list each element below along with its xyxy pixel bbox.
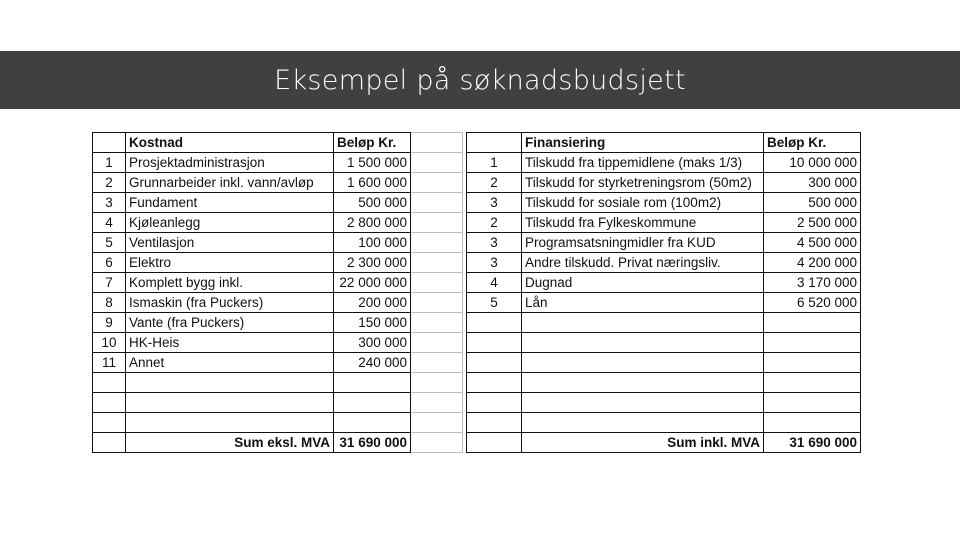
empty-cell [764,313,861,333]
empty-cell [522,373,764,393]
empty-cell [467,333,522,353]
cost-row-amount: 2 800 000 [334,213,411,233]
table-row [93,193,463,213]
cost-row-label: Elektro [126,253,334,273]
financing-row-amount: 300 000 [764,173,861,193]
empty-cell [522,353,764,373]
financing-row-nr: 2 [467,173,522,193]
table-row [93,173,463,193]
financing-row-label: Tilskudd for styrketreningsrom (50m2) [522,173,764,193]
empty-cell [334,413,411,433]
cost-row-nr: 4 [93,213,126,233]
cost-row-label: Kjøleanlegg [126,213,334,233]
gap-cell [411,413,463,433]
table-row [93,293,463,313]
table-row [93,313,463,333]
cost-row-label: Fundament [126,193,334,213]
cost-sum-value: 31 690 000 [334,433,411,453]
financing-sum-label: Sum inkl. MVA [522,433,764,453]
cost-table [92,132,463,453]
financing-row-label: Programsatsningmidler fra KUD [522,233,764,253]
financing-row-nr: 4 [467,273,522,293]
empty-cell [93,413,126,433]
cost-row-nr: 7 [93,273,126,293]
cost-row-amount: 22 000 000 [334,273,411,293]
empty-cell [93,373,126,393]
financing-row-amount: 3 170 000 [764,273,861,293]
cost-row-amount: 200 000 [334,293,411,313]
table-row [467,213,861,233]
cost-row-label: HK-Heis [126,333,334,353]
financing-row-nr: 1 [467,153,522,173]
gap-cell [411,293,463,313]
empty-cell [522,393,764,413]
table-row [93,253,463,273]
cost-row-label: Grunnarbeider inkl. vann/avløp [126,173,334,193]
table-row [467,353,861,373]
cost-header-label: Kostnad [126,133,334,153]
cost-row-nr: 11 [93,353,126,373]
cost-row-label: Ismaskin (fra Puckers) [126,293,334,313]
cost-row-nr: 5 [93,233,126,253]
gap-cell [411,253,463,273]
gap-cell [411,433,463,453]
cost-header-nr [93,133,126,153]
empty-cell [467,353,522,373]
financing-table [466,132,861,453]
financing-row-amount: 500 000 [764,193,861,213]
cost-row-label: Vante (fra Puckers) [126,313,334,333]
cost-header-row [93,133,463,153]
empty-cell [764,413,861,433]
table-row [467,373,861,393]
table-row [93,373,463,393]
cost-row-nr: 3 [93,193,126,213]
cost-row-label: Annet [126,353,334,373]
table-row [93,333,463,353]
financing-row-label: Tilskudd fra tippemidlene (maks 1/3) [522,153,764,173]
cost-row-amount: 240 000 [334,353,411,373]
cost-row-nr: 6 [93,253,126,273]
financing-row-label: Andre tilskudd. Privat næringsliv. [522,253,764,273]
cost-row-amount: 1 500 000 [334,153,411,173]
table-row [467,393,861,413]
gap-cell [411,193,463,213]
gap-cell [411,353,463,373]
table-row [467,293,861,313]
cost-row-amount: 300 000 [334,333,411,353]
empty-cell [522,333,764,353]
empty-cell [126,393,334,413]
title-bar [0,51,960,109]
financing-row-amount: 2 500 000 [764,213,861,233]
empty-cell [93,393,126,413]
gap-cell [411,333,463,353]
page-title: Eksempel på søknadsbudsjett [274,64,686,96]
financing-header-row [467,133,861,153]
cost-row-nr: 8 [93,293,126,313]
table-row [467,273,861,293]
cost-row-nr: 1 [93,153,126,173]
financing-row-nr: 2 [467,213,522,233]
financing-header-label: Finansiering [522,133,764,153]
financing-row-nr: 5 [467,293,522,313]
cost-row-amount: 100 000 [334,233,411,253]
cost-row-amount: 1 600 000 [334,173,411,193]
empty-cell [467,373,522,393]
gap-cell [411,133,463,153]
empty-cell [467,433,522,453]
financing-row-amount: 4 500 000 [764,233,861,253]
empty-cell [764,393,861,413]
table-row [467,153,861,173]
financing-row-amount: 4 200 000 [764,253,861,273]
table-row [467,173,861,193]
table-row [93,433,463,453]
empty-cell [467,313,522,333]
table-row [93,413,463,433]
cost-header-amount: Beløp Kr. [334,133,411,153]
financing-row-nr: 3 [467,233,522,253]
empty-cell [93,433,126,453]
empty-cell [126,413,334,433]
gap-cell [411,153,463,173]
table-row [467,313,861,333]
financing-row-nr: 3 [467,193,522,213]
table-row [93,153,463,173]
table-row [467,333,861,353]
empty-cell [764,353,861,373]
empty-cell [334,373,411,393]
cost-row-amount: 150 000 [334,313,411,333]
financing-row-label: Tilskudd for sosiale rom (100m2) [522,193,764,213]
cost-row-label: Ventilasjon [126,233,334,253]
table-row [467,413,861,433]
table-row [467,433,861,453]
cost-row-nr: 10 [93,333,126,353]
financing-row-amount: 10 000 000 [764,153,861,173]
cost-row-amount: 500 000 [334,193,411,213]
gap-cell [411,233,463,253]
cost-row-nr: 2 [93,173,126,193]
empty-cell [522,313,764,333]
table-row [93,393,463,413]
table-row [467,253,861,273]
cost-row-label: Komplett bygg inkl. [126,273,334,293]
empty-cell [522,413,764,433]
financing-row-nr: 3 [467,253,522,273]
empty-cell [467,393,522,413]
cost-row-label: Prosjektadministrasjon [126,153,334,173]
empty-cell [764,333,861,353]
financing-row-label: Dugnad [522,273,764,293]
financing-header-nr [467,133,522,153]
financing-row-amount: 6 520 000 [764,293,861,313]
financing-row-label: Tilskudd fra Fylkeskommune [522,213,764,233]
table-row [467,233,861,253]
empty-cell [467,413,522,433]
cost-row-amount: 2 300 000 [334,253,411,273]
empty-cell [334,393,411,413]
empty-cell [126,373,334,393]
table-row [93,233,463,253]
cost-row-nr: 9 [93,313,126,333]
table-row [467,193,861,213]
empty-cell [764,373,861,393]
financing-header-amount: Beløp Kr. [764,133,861,153]
financing-sum-value: 31 690 000 [764,433,861,453]
financing-row-label: Lån [522,293,764,313]
cost-sum-label: Sum eksl. MVA [126,433,334,453]
gap-cell [411,213,463,233]
gap-cell [411,173,463,193]
table-row [93,353,463,373]
gap-cell [411,273,463,293]
gap-cell [411,393,463,413]
table-row [93,273,463,293]
gap-cell [411,313,463,333]
table-row [93,213,463,233]
gap-cell [411,373,463,393]
